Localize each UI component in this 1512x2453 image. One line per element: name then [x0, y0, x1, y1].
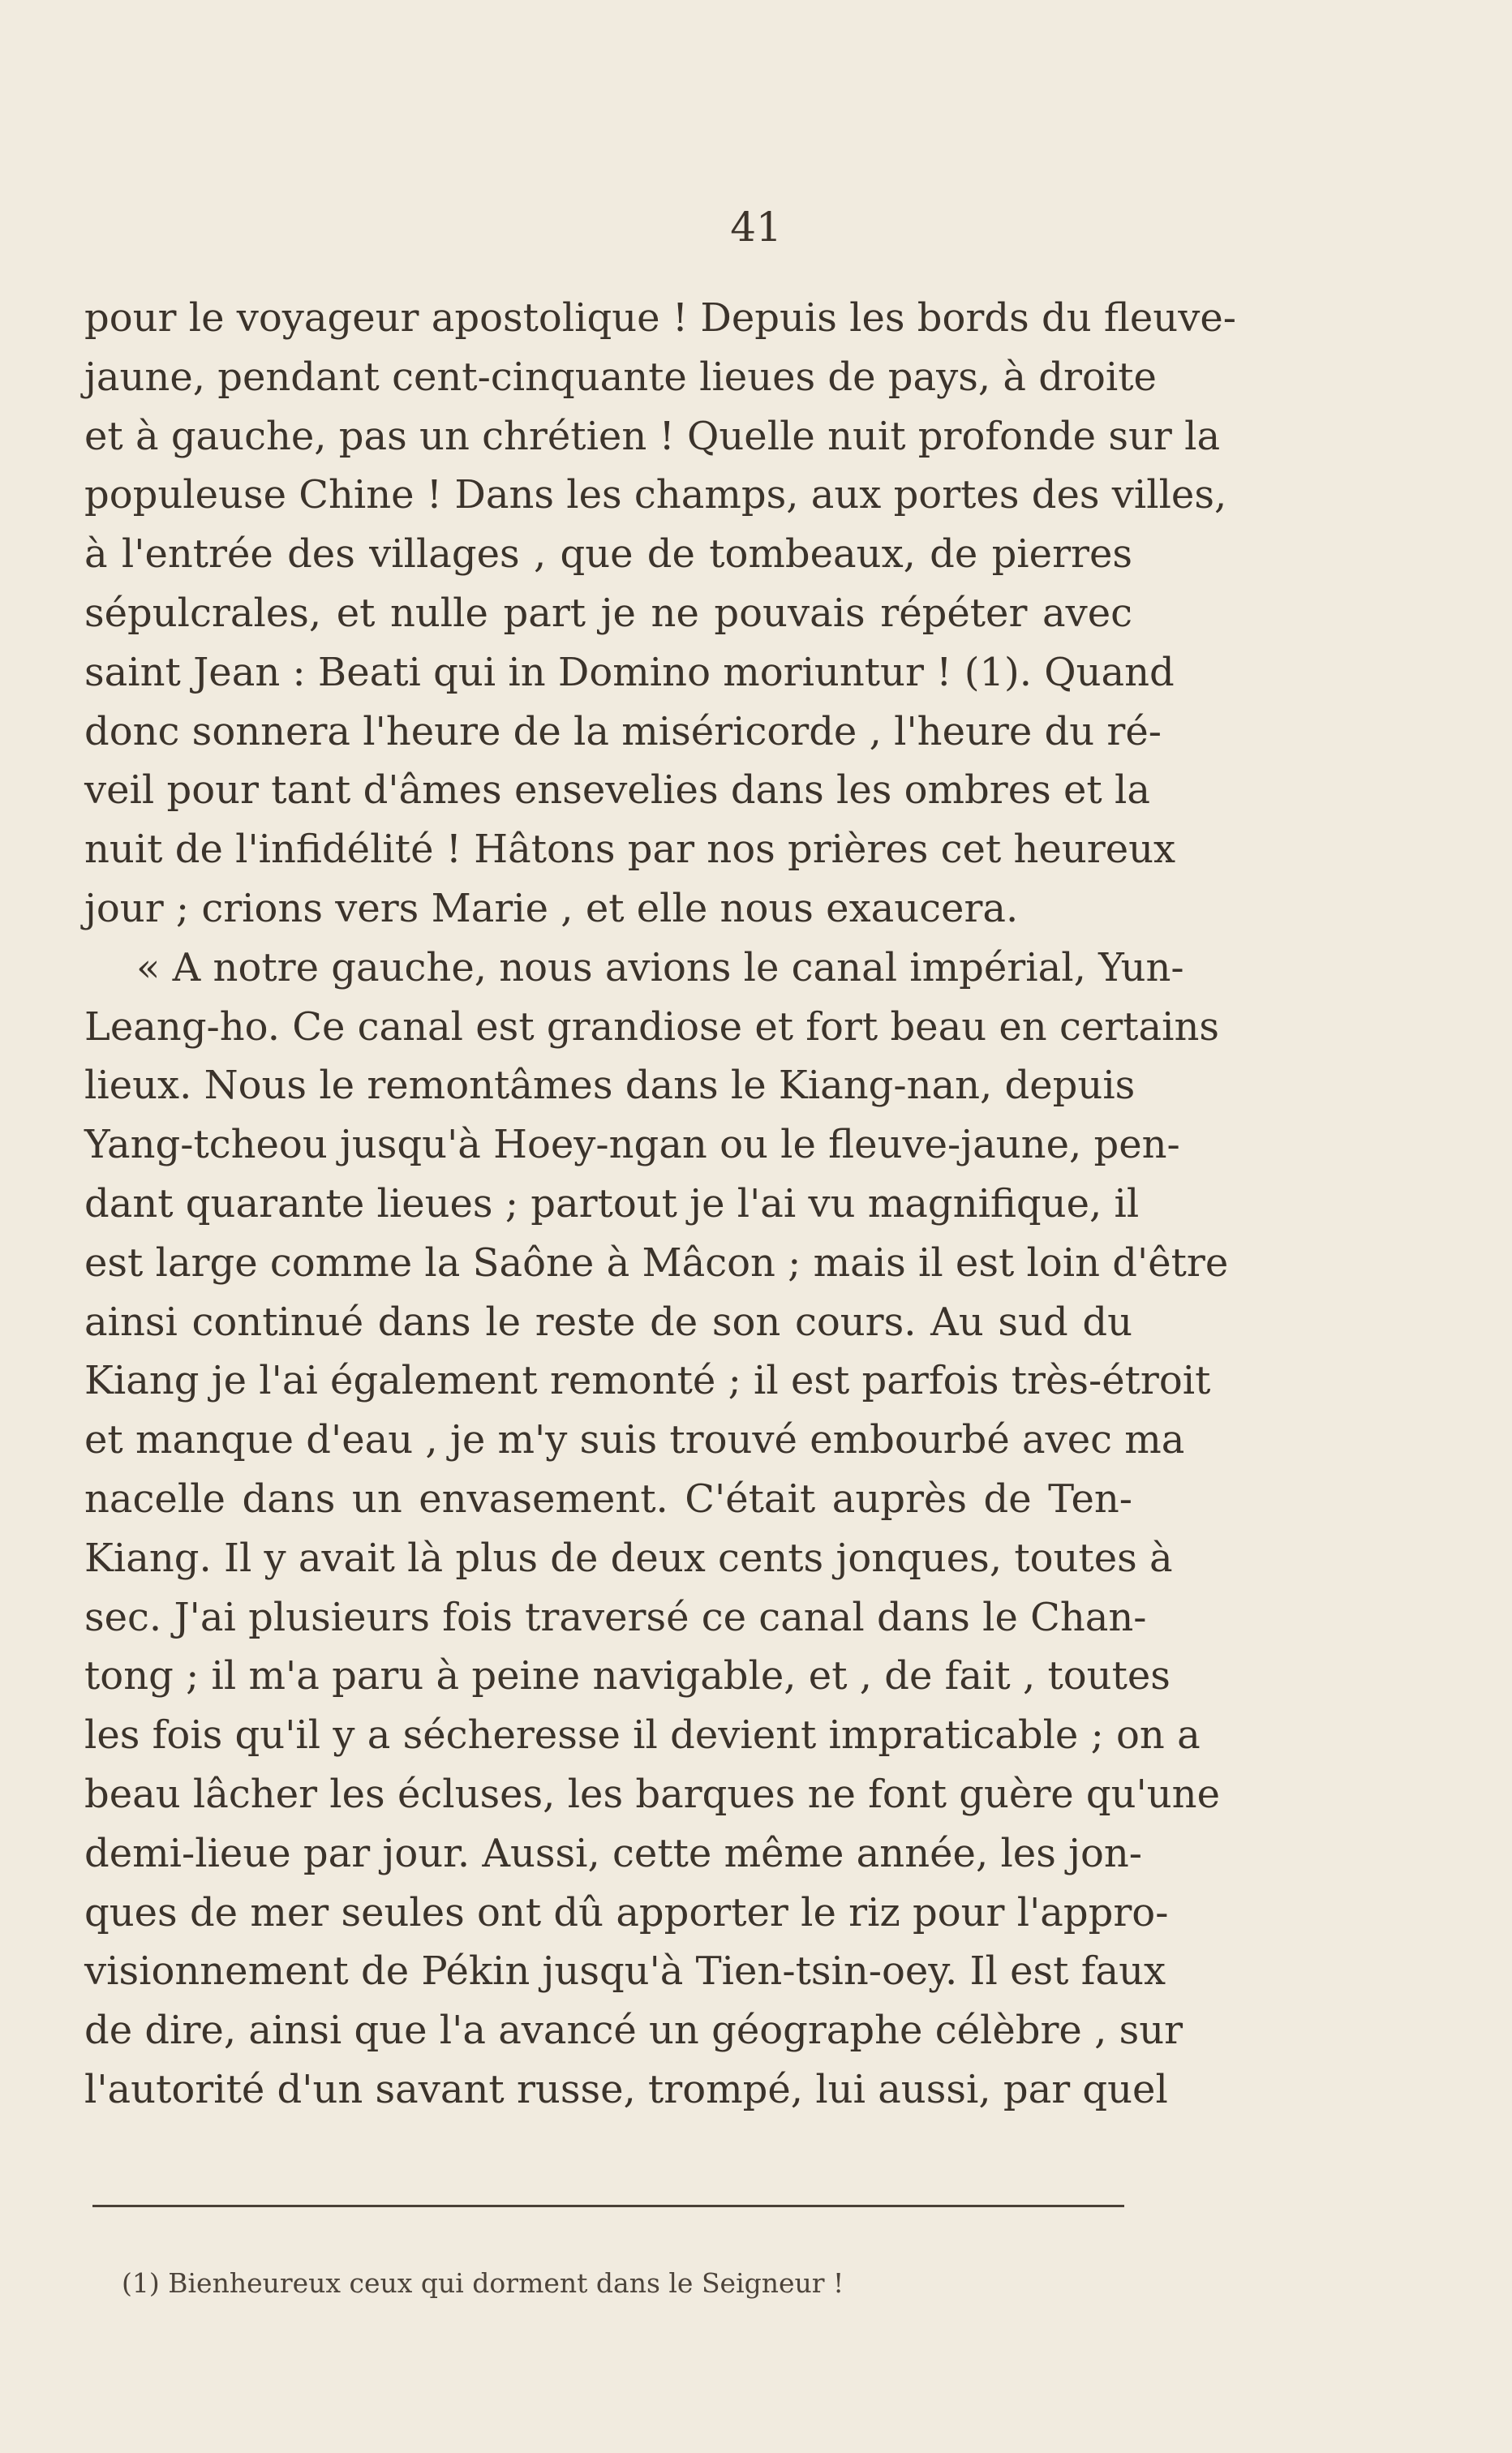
- text-line: Leang-ho. Ce canal est grandiose et fort beau en certains: [84, 1003, 1219, 1050]
- main-text: [84, 289, 1236, 2120]
- text-line: « A notre gauche, nous avions le canal impérial, Yun-: [136, 944, 1184, 990]
- footnote-divider: [92, 2205, 1124, 2207]
- text-line: Kiang. Il y avait là plus de deux cents jonques, toutes à: [84, 1535, 1173, 1581]
- text-line: les fois qu'il y a sécheresse il devient impraticable ; on a: [84, 1712, 1201, 1759]
- text-line: Yang-tcheou jusqu'à Hoey-ngan ou le fleuve-jaune, pen-: [84, 1122, 1180, 1168]
- text-line: veil pour tant d'âmes ensevelies dans les ombres et la: [84, 767, 1150, 814]
- text-line: et à gauche, pas un chrétien ! Quelle nuit profonde sur la: [84, 413, 1221, 459]
- text-line: populeuse Chine ! Dans les champs, aux portes des villes,: [84, 472, 1227, 518]
- text-line: beau lâcher les écluses, les barques ne font guère qu'une: [84, 1771, 1220, 1817]
- text-line: saint Jean : Beati qui in Domino moriuntur ! (1). Quand: [84, 649, 1175, 695]
- text-line: tong ; il m'a paru à peine navigable, et , de fait , toutes: [84, 1653, 1171, 1699]
- text-line: et manque d'eau , je m'y suis trouvé embourbé avec ma: [84, 1417, 1185, 1463]
- text-line: jour ; crions vers Marie , et elle nous exaucera.: [84, 885, 1019, 931]
- text-line: pour le voyageur apostolique ! Depuis les bords du fleuve-: [84, 295, 1236, 341]
- text-line: sec. J'ai plusieurs fois traversé ce canal dans le Chan-: [84, 1594, 1147, 1640]
- text-line: jaune, pendant cent-cinquante lieues de pays, à droite: [84, 354, 1157, 400]
- text-line: l'autorité d'un savant russe, trompé, lui aussi, par quel: [84, 2066, 1168, 2112]
- text-line: dant quarante lieues ; partout je l'ai vu magnifique, il: [84, 1180, 1140, 1226]
- text-line: lieux. Nous le remontâmes dans le Kiang-nan, depuis: [84, 1063, 1136, 1109]
- text-line: nuit de l'infidélité ! Hâtons par nos prières cet heureux: [84, 827, 1176, 873]
- text-line: est large comme la Saône à Mâcon ; mais il est loin d'être: [84, 1239, 1229, 1286]
- page-number: 41: [730, 204, 782, 251]
- text-line: sépulcrales, et nulle part je ne pouvais répéter avec: [84, 590, 1132, 636]
- text-line: ainsi continué dans le reste de son cours. Au sud du: [84, 1299, 1132, 1345]
- text-line: demi-lieue par jour. Aussi, cette même année, les jon-: [84, 1830, 1143, 1876]
- text-line: ques de mer seules ont dû apporter le riz pour l'appro-: [84, 1889, 1169, 1935]
- text-line: donc sonnera l'heure de la miséricorde , l'heure du ré-: [84, 708, 1162, 754]
- text-line: nacelle dans un envasement. C'était auprès de Ten-: [84, 1476, 1132, 1522]
- footnote: (1) Bienheureux ceux qui dorment dans le Seigneur !: [122, 2267, 844, 2299]
- text-line: Kiang je l'ai également remonté ; il est parfois très-étroit: [84, 1358, 1211, 1404]
- text-line: à l'entrée des villages , que de tombeaux, de pierres: [84, 531, 1132, 578]
- text-line: visionnement de Pékin jusqu'à Tien-tsin-oey. Il est faux: [84, 1948, 1166, 1995]
- text-line: de dire, ainsi que l'a avancé un géographe célèbre , sur: [84, 2008, 1183, 2054]
